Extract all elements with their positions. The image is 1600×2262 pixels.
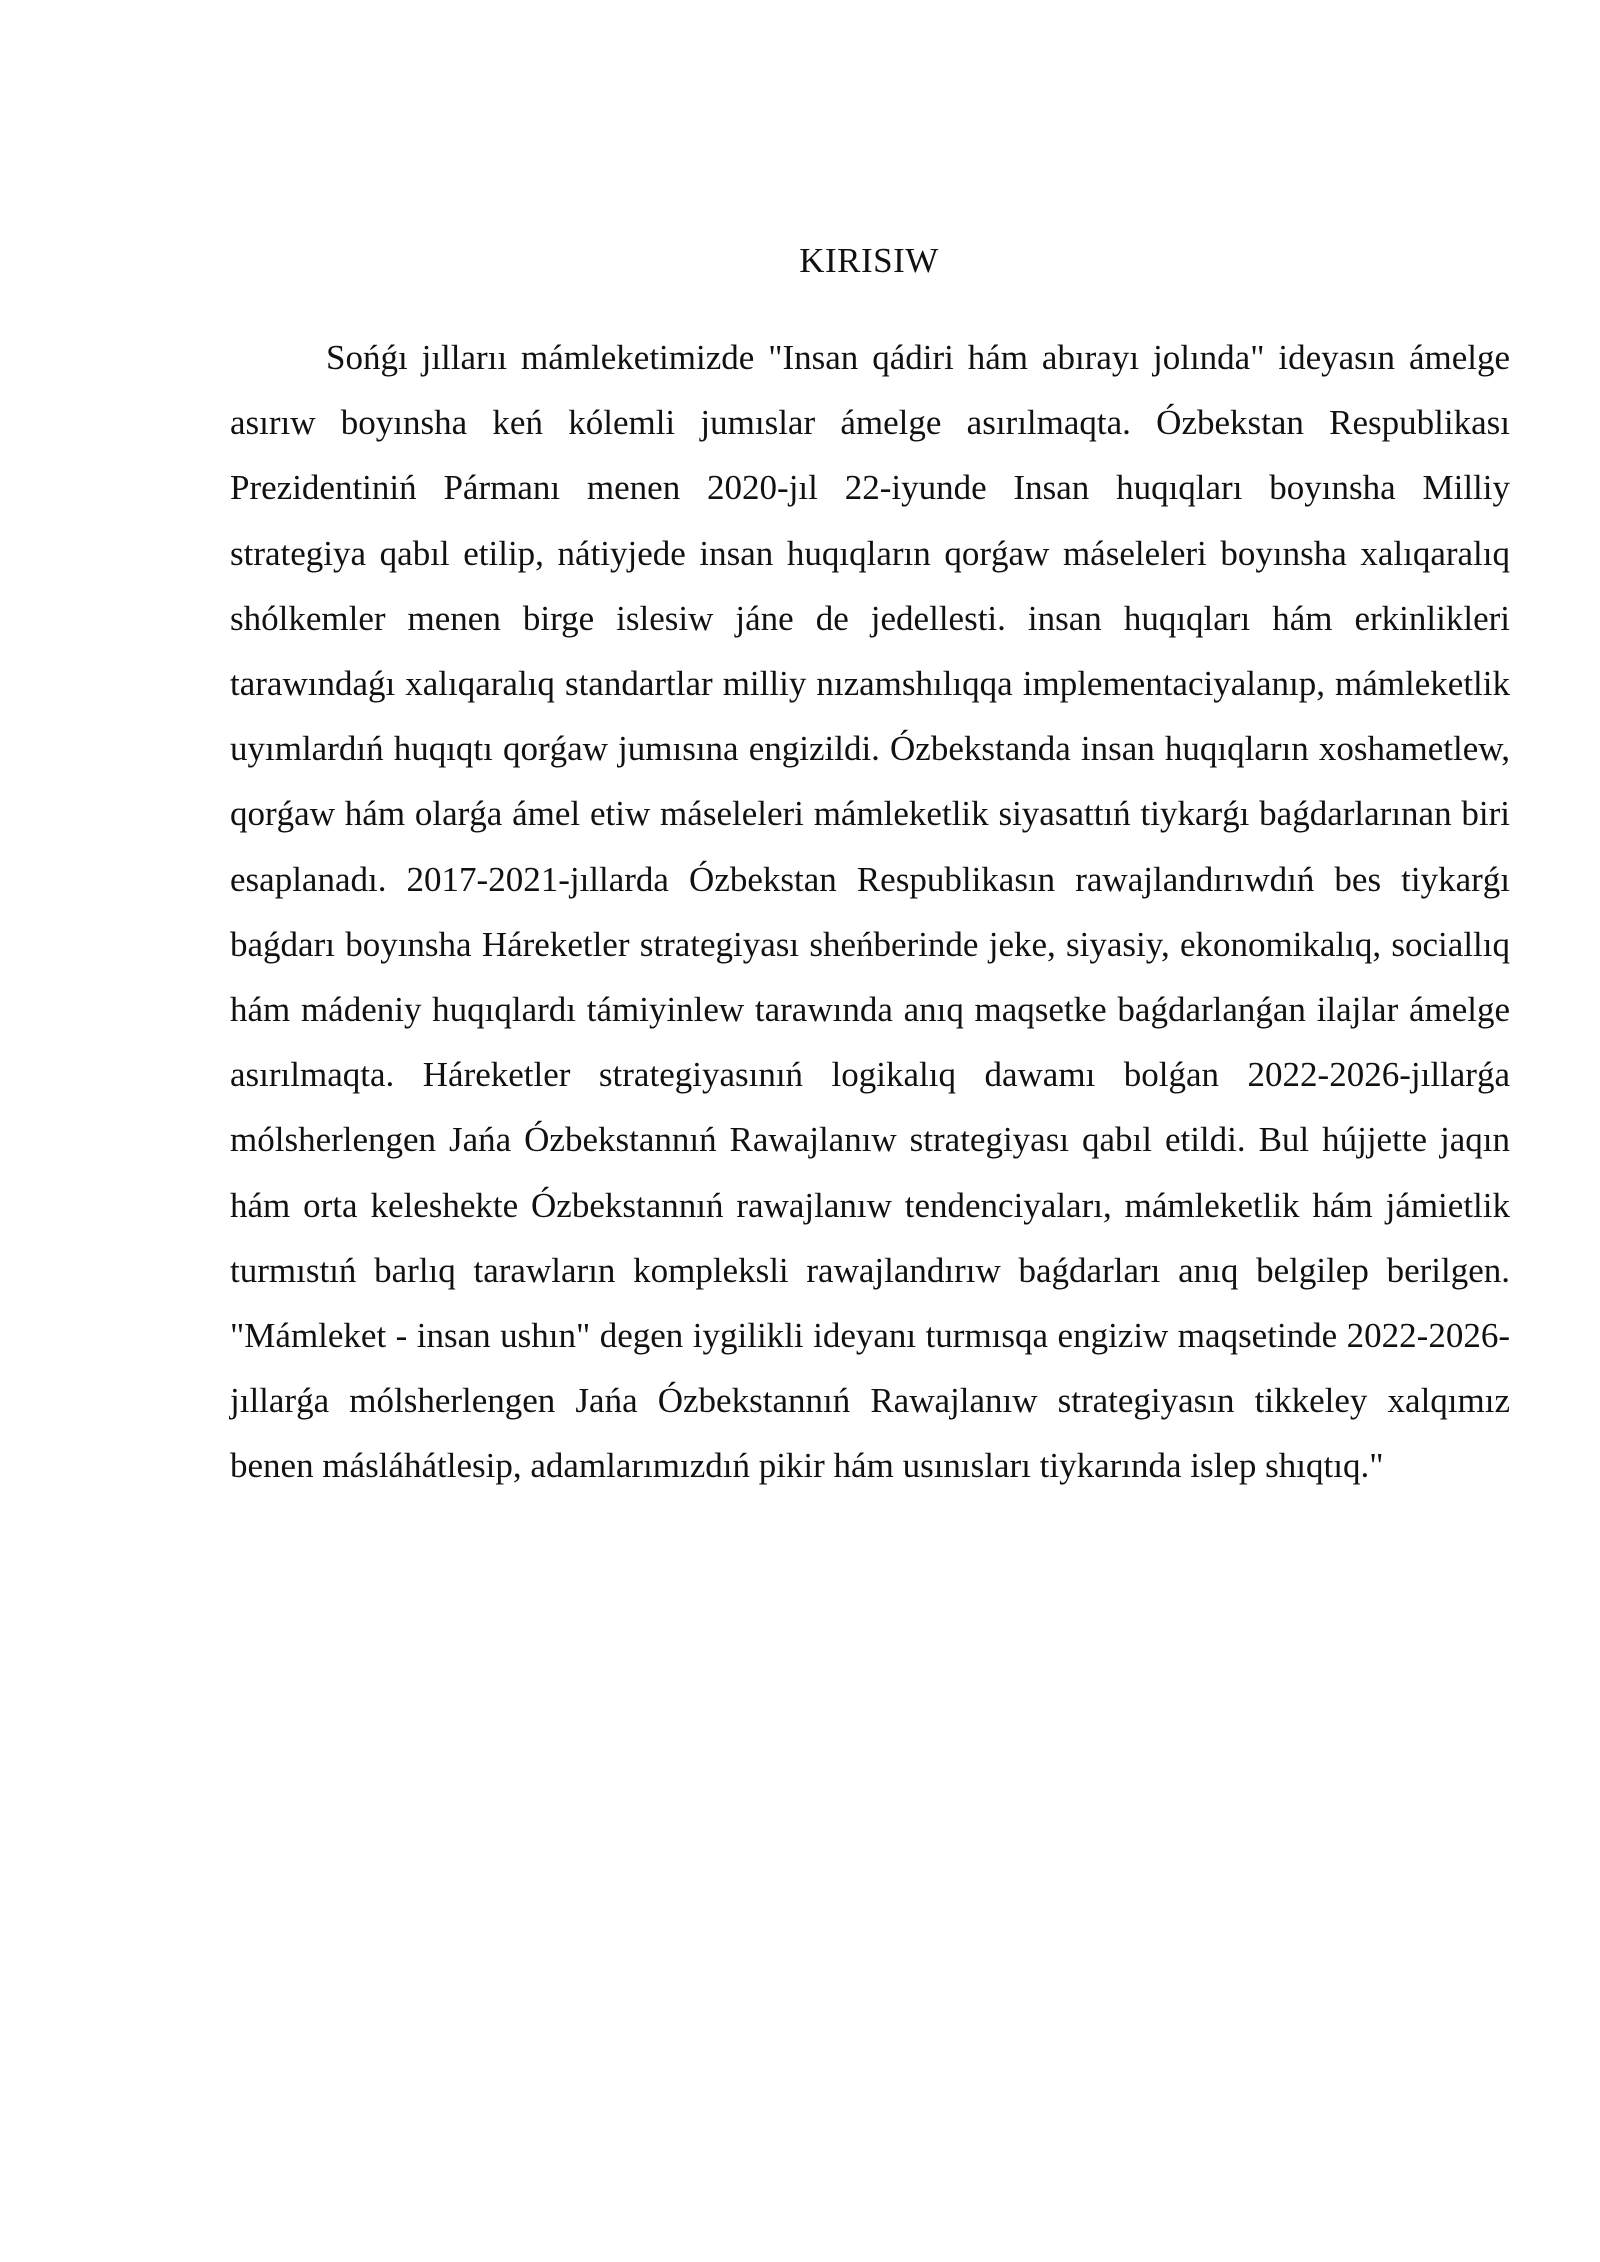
body-paragraph: Sońǵı jıllarıı mámleketimizde "Insan qádiri hám abırayı jolında" ideyasın ámelge asırıw boyınsha keń kólemli jumıslar ámelge asırılmaqta. Ózbekstan Respublikası Prezidentiniń Pármanı menen 2020-jıl 22-iyunde Insan huqıqları boyınsha Milliy strategiya qabıl etilip, nátiyjede insan huqıqların qorǵaw máseleleri boyınsha xalıqaralıq shólkemler menen birge islesiw jáne de jedellesti. insan huqıqları hám erkinlikleri tarawındaǵı xalıqaralıq standartlar milliy nızamshılıqqa implementaciyalanıp, mámleketlik uyımlardıń huqıqtı qorǵaw jumısına engizildi. Ózbekstanda insan huqıqların xoshametlew, qorǵaw hám olarǵa ámel etiw máseleleri mámleketlik siyasattıń tiykarǵı baǵdarlarınan biri esaplanadı. 2017-2021-jıllarda Ózbekstan Respublikasın rawajlandırıwdıń bes tiykarǵı baǵdarı boyınsha Háreketler strategiyası sheńberinde jeke, siyasiy, ekonomikalıq, sociallıq hám mádeniy huqıqlardı támiyinlew tarawında anıq maqsetke baǵdarlanǵan ilajlar ámelge asırılmaqta. Háreketler strategiyasınıń logikalıq dawamı bolǵan 2022-2026-jıllarǵa mólsherlengen Jańa Ózbekstannıń Rawajlanıw strategiyası qabıl etildi. Bul hújjette jaqın hám orta keleshekte Ózbekstannıń rawajlanıw tendenciyaları, mámleketlik hám jámietlik turmıstıń barlıq tarawların kompleksli rawajlandırıw baǵdarları anıq belgilep berilgen. "Mámleket - insan ushın" degen iygilikli ideyanı turmısqa engiziw maqsetinde 2022-2026-jıllarǵa mólsherlengen Jańa Ózbekstannıń Rawajlanıw strategiyasın tikkeley xalqımız benen másláhátlesip, adamlarımızdıń pikir hám usınısları tiykarında islep shıqtıq." (230, 338, 1510, 1486)
section-heading: KIRISIW (799, 241, 939, 280)
